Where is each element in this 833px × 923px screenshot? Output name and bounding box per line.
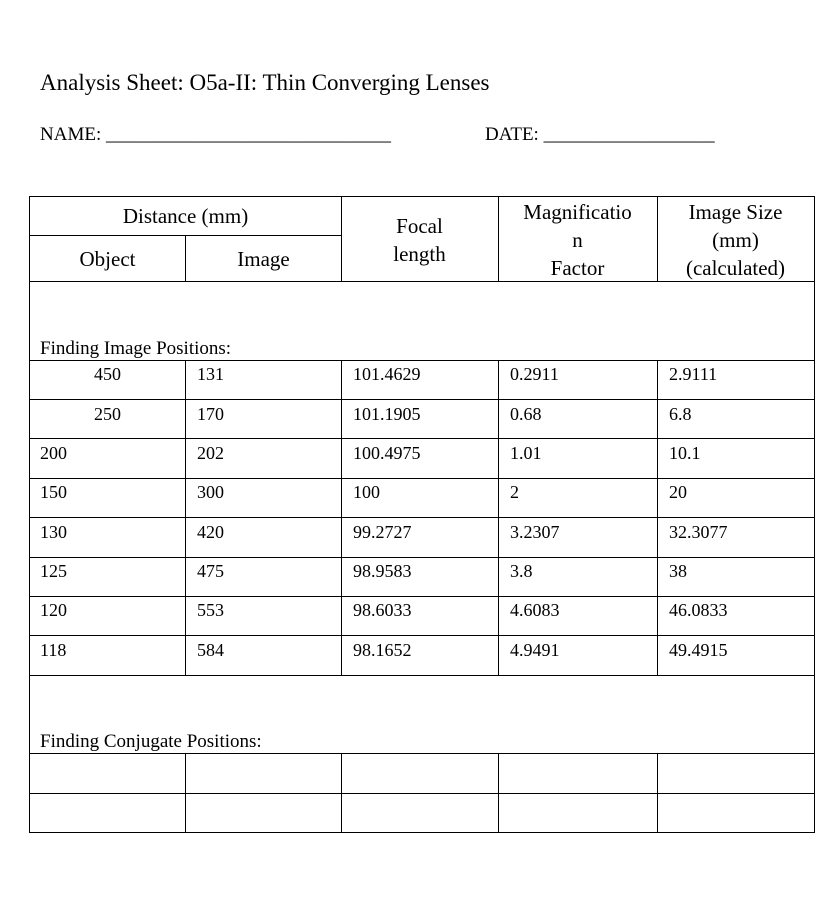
table-cell-object: 200 xyxy=(40,443,67,463)
table-cell-mag: 0.2911 xyxy=(510,364,559,384)
table-cell-object: 130 xyxy=(40,522,67,542)
table-cell-focal: 98.9583 xyxy=(353,561,412,581)
table-cell-focal: 98.1652 xyxy=(353,640,412,660)
table-cell-size: 46.0833 xyxy=(669,600,728,620)
table-cell-mag: 2 xyxy=(510,482,519,502)
table-cell-object: 150 xyxy=(40,482,67,502)
table-cell-size: 2.9111 xyxy=(669,364,718,384)
table-cell-object: 125 xyxy=(40,561,67,581)
table-cell-image: 475 xyxy=(197,561,224,581)
header-size-2: (mm) xyxy=(712,228,759,252)
table-cell-focal: 98.6033 xyxy=(353,600,412,620)
header-mag-3: Factor xyxy=(550,256,605,280)
table-cell-mag: 1.01 xyxy=(510,443,542,463)
header-focal-2: length xyxy=(393,242,446,266)
header-mag-1: Magnificatio xyxy=(523,200,632,224)
table-cell-focal: 101.1905 xyxy=(353,404,421,424)
name-field[interactable]: NAME: ______________________________ xyxy=(40,124,391,145)
table-cell-image: 170 xyxy=(197,404,224,424)
header-image: Image xyxy=(237,247,290,271)
date-field[interactable]: DATE: __________________ xyxy=(485,124,715,145)
header-size-1: Image Size xyxy=(688,200,783,224)
table-cell-focal: 101.4629 xyxy=(353,364,421,384)
header-focal-1: Focal xyxy=(396,214,443,238)
table-cell-object: 250 xyxy=(94,404,121,424)
header-object: Object xyxy=(79,247,136,271)
table-cell-image: 131 xyxy=(197,364,224,384)
table-cell-focal: 100 xyxy=(353,482,380,502)
page-title: Analysis Sheet: O5a-II: Thin Converging Lenses xyxy=(40,70,490,95)
table-cell-image: 420 xyxy=(197,522,224,542)
table-cell-image: 553 xyxy=(197,600,224,620)
table-cell-object: 118 xyxy=(40,640,67,660)
header-mag-2: n xyxy=(572,228,583,252)
table-cell-object: 450 xyxy=(94,364,121,384)
table-cell-mag: 3.2307 xyxy=(510,522,560,542)
table-cell-image: 202 xyxy=(197,443,224,463)
header-size-3: (calculated) xyxy=(685,256,786,280)
table-cell-mag: 0.68 xyxy=(510,404,542,424)
section-image-positions: Finding Image Positions: xyxy=(40,338,232,359)
header-distance: Distance (mm) xyxy=(122,204,249,228)
table-cell-focal: 100.4975 xyxy=(353,443,421,463)
table-cell-size: 6.8 xyxy=(669,404,692,424)
table-cell-size: 49.4915 xyxy=(669,640,728,660)
table-cell-mag: 4.6083 xyxy=(510,600,560,620)
table-cell-size: 20 xyxy=(669,482,687,502)
section-conjugate-positions: Finding Conjugate Positions: xyxy=(40,731,262,752)
table-cell-size: 32.3077 xyxy=(669,522,728,542)
table-cell-image: 300 xyxy=(197,482,224,502)
table-cell-mag: 4.9491 xyxy=(510,640,560,660)
table-cell-size: 38 xyxy=(669,561,687,581)
table-cell-image: 584 xyxy=(197,640,224,660)
table-cell-size: 10.1 xyxy=(669,443,701,463)
table-cell-mag: 3.8 xyxy=(510,561,533,581)
table-cell-object: 120 xyxy=(40,600,67,620)
table-cell-focal: 99.2727 xyxy=(353,522,412,542)
